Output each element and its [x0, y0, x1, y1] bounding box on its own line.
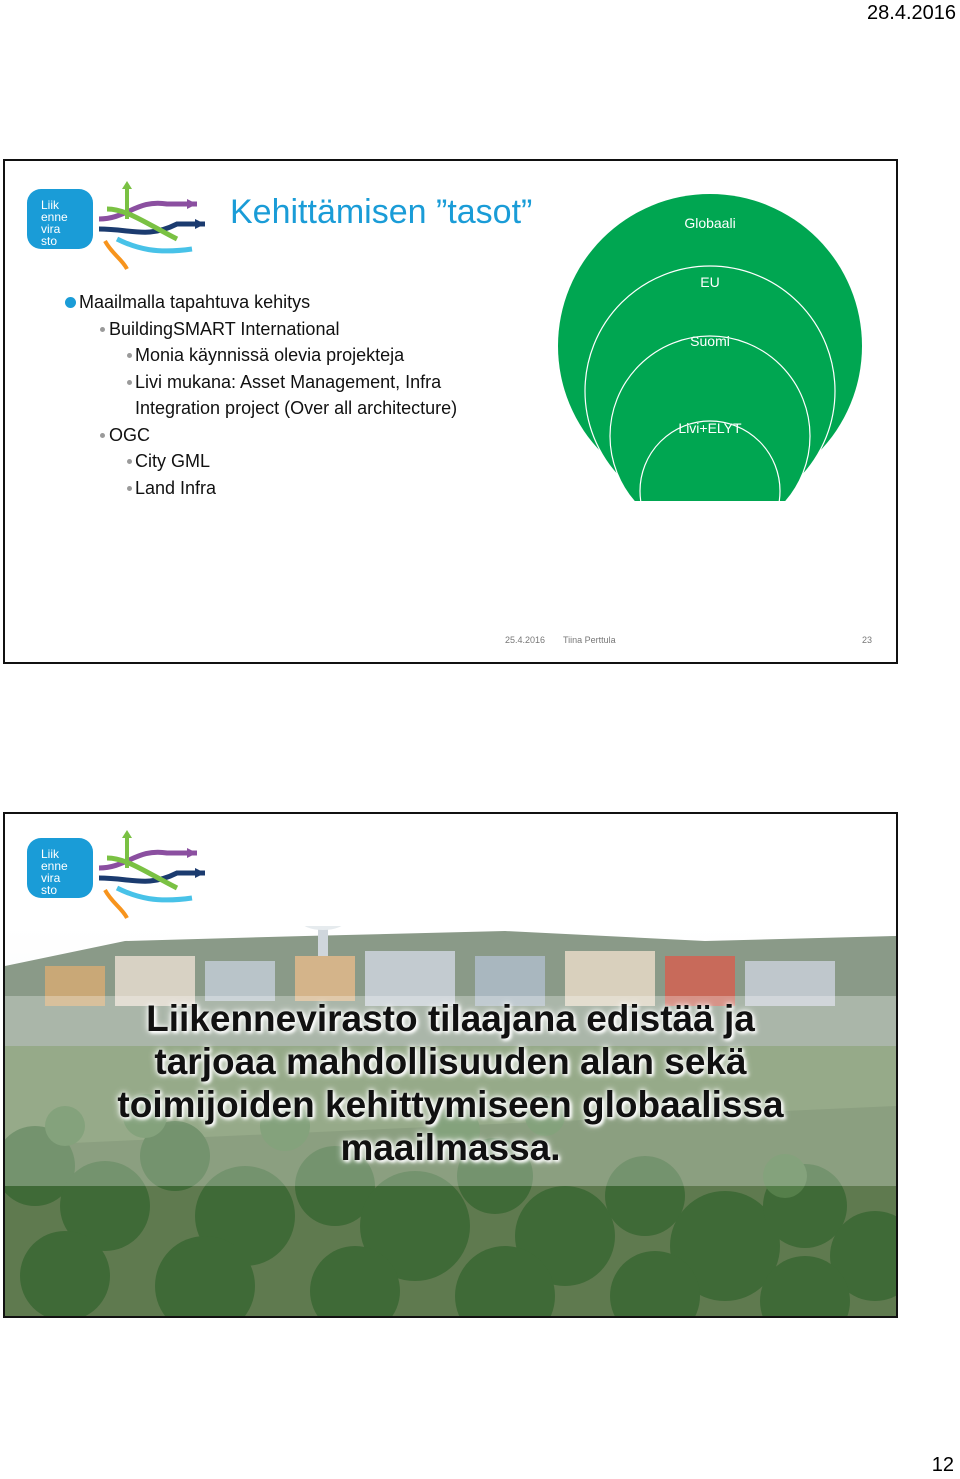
bullet-text: Livi mukana: Asset Management, Infra — [135, 371, 442, 392]
bullet-dot-icon — [127, 486, 132, 491]
svg-text:vira: vira — [41, 222, 61, 236]
svg-text:sto: sto — [41, 234, 58, 248]
bullet-dot-icon — [127, 459, 132, 464]
footer-author: Tiina Perttula — [563, 635, 616, 645]
slide-tilaaja-message — [3, 812, 898, 1318]
bullet-item — [5, 369, 457, 396]
bullet-dot-icon — [127, 353, 132, 358]
bullet-item — [5, 395, 457, 422]
bullet-text: City GML — [135, 451, 211, 471]
bullet-text: OGC — [109, 424, 151, 445]
liikennevirasto-logo — [27, 828, 207, 920]
circle-label-eu: EU — [700, 274, 720, 290]
svg-text:sto: sto — [41, 883, 58, 897]
message-line: Liikennevirasto tilaajana edistää ja — [146, 998, 755, 1039]
bullet-dot-icon — [100, 433, 105, 438]
main-message — [5, 997, 896, 1169]
svg-text:Liik: Liik — [41, 847, 60, 861]
liikennevirasto-logo — [27, 179, 207, 271]
slide-title: Kehittämisen ”tasot” — [230, 193, 533, 231]
bullet-item — [5, 342, 457, 369]
circle-label-suomi: Suomi — [690, 333, 730, 349]
message-line: toimijoiden kehittymiseen globaalissa — [117, 1084, 784, 1125]
bullet-item — [5, 289, 457, 316]
bullet-dot-icon — [100, 327, 105, 332]
bullet-text: BuildingSMART International — [109, 318, 340, 339]
bullet-dot-icon — [127, 380, 132, 385]
nested-circles-diagram — [555, 191, 865, 501]
message-line: maailmassa. — [340, 1127, 561, 1168]
bullet-text: Maailmalla tapahtuva kehitys — [79, 292, 311, 312]
page-date: 28.4.2016 — [867, 2, 956, 24]
bullet-text: Land Infra — [135, 477, 217, 498]
circle-label-globaali: Globaali — [684, 215, 736, 231]
bullet-item — [5, 316, 457, 343]
svg-text:vira: vira — [41, 871, 61, 885]
bullet-item — [5, 422, 457, 449]
svg-text:Liik: Liik — [41, 198, 60, 212]
circle-label-livi-elyt: Livi+ELYT — [678, 420, 742, 436]
bullet-item — [5, 448, 457, 475]
svg-text:enne: enne — [41, 210, 68, 224]
message-line: tarjoaa mahdollisuuden alan sekä — [154, 1041, 747, 1082]
bullet-text: Integration project (Over all architecture) — [135, 398, 458, 418]
bullet-dot-icon — [65, 297, 76, 308]
footer-slide-number: 23 — [862, 635, 873, 645]
footer-date: 25.4.2016 — [505, 635, 546, 645]
svg-text:enne: enne — [41, 859, 68, 873]
bullet-item — [5, 475, 457, 502]
slide-kehittamisen-tasot — [3, 159, 898, 664]
bullet-list — [5, 289, 457, 501]
page-number: 12 — [931, 1454, 954, 1476]
bullet-text: Monia käynnissä olevia projekteja — [135, 345, 405, 365]
